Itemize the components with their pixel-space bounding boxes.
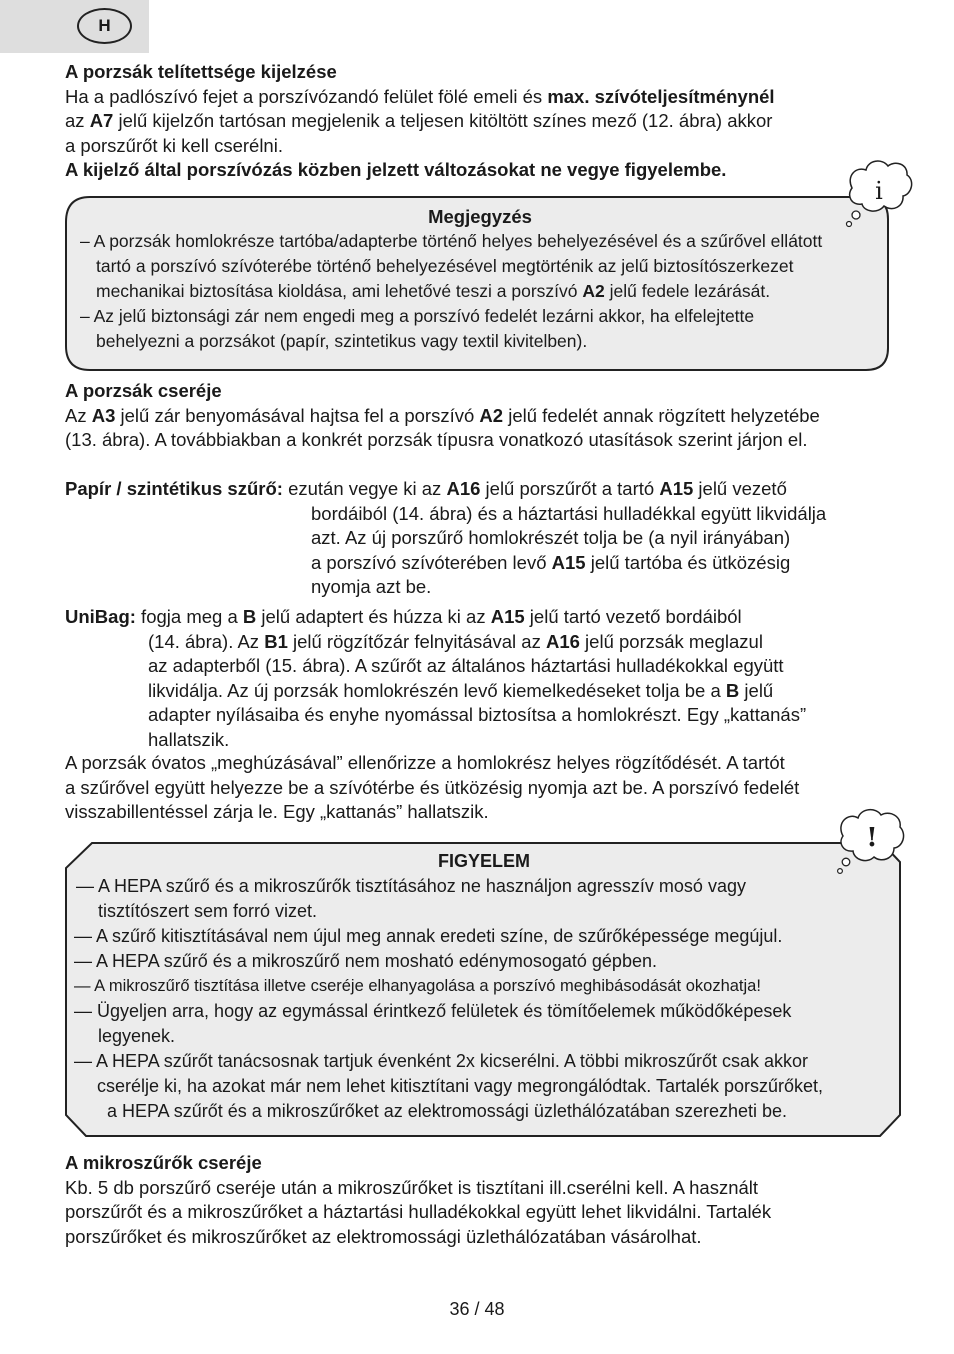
warning-line: cserélje ki, ha azokat már nem lehet kitisztítani vagy megrongálódtak. Tartalék porszűrőket,	[97, 1076, 824, 1096]
paper-filter-label: Papír / szintétikus szűrő:	[65, 478, 283, 499]
warning-line: — A HEPA szűrőt tanácsosnak tartjuk évenként 2x kicserélni. A többi mikroszűrőt csak akkor	[74, 1051, 809, 1071]
warning-line: — A HEPA szűrő és a mikroszűrő nem mosható edénymosogató gépben.	[74, 951, 657, 971]
paragraph-line: likvidálja. Az új porzsák homlokrészén levő kiemelkedéseket tolja be a B jelű	[148, 679, 774, 701]
info-icon: i	[875, 177, 883, 205]
paragraph-line: bordáiból (14. ábra) és a háztartási hulladékkal együtt likvidálja	[311, 502, 827, 524]
note-title: Megjegyzés	[428, 206, 532, 227]
section-microfilter	[65, 1151, 771, 1249]
paragraph-line: adapter nyílásaiba és enyhe nyomással biztosítsa a homlokrészt. Egy „kattanás”	[148, 704, 807, 725]
paragraph-line: az A7 jelű kijelzőn tartósan megjelenik a teljesen kitöltött színes mező (12. ábra) akkor	[65, 110, 773, 131]
warning-box	[74, 849, 894, 1124]
paragraph-line: a porszűrőt ki kell cserélni.	[65, 134, 283, 156]
warning-line: — Ügyeljen arra, hogy az egymással érintkező felületek és tömítőelemek működőképesek	[74, 1001, 792, 1021]
warning-line: legyenek.	[98, 1026, 176, 1046]
warning-line: tisztítószert sem forró vizet.	[98, 901, 318, 921]
paragraph-line: nyomja azt be.	[311, 576, 432, 597]
paragraph-line: hallatszik.	[148, 728, 230, 750]
section-title: A porzsák telítettsége kijelzése	[65, 61, 337, 82]
warning-line: a HEPA szűrőt és a mikroszűrőket az elektromossági üzlethálózatában szerezheti be.	[107, 1101, 788, 1121]
page-number: 36 / 48	[449, 1299, 505, 1319]
paragraph-line: azt. Az új porszűrő homlokrészét tolja be (a nyil irányában)	[311, 527, 791, 548]
section-title: A porzsák cseréje	[65, 380, 222, 401]
paragraph-line: (13. ábra). A továbbiakban a konkrét porzsák típusra vonatkozó utasítások szerint járjon el.	[65, 429, 808, 450]
unibag-label: UniBag:	[65, 606, 136, 627]
warning-line: — A HEPA szűrő és a mikroszűrők tisztításához ne használjon agresszív mosó vagy	[76, 876, 746, 896]
note-line: behelyezni a porzsákot (papír, szintetikus vagy textil kivitelben).	[96, 331, 588, 351]
warning-line: — A szűrő kitisztításával nem újul meg annak eredeti színe, de szűrőképessége megújul.	[74, 926, 783, 946]
warning-line: — A mikroszűrő tisztítása illetve cseréje elhanyagolása a porszívó meghibásodását okozhatja!	[74, 977, 761, 995]
note-line: tartó a porszívó szívóterébe történő behelyezésével megtörténik az jelű biztosítószerkezet	[96, 256, 794, 276]
paragraph-line: Ha a padlószívó fejet a porszívózandó felület fölé emeli és max. szívóteljesítménynél	[65, 85, 775, 107]
paragraph-line: porszűrőket és mikroszűrőket az elektromossági üzlethálózatában vásárolhat.	[65, 1225, 702, 1247]
paragraph-line: a szűrővel együtt helyezze be a szívótérbe és ütközésig nyomja azt be. A porszívó fedelét	[65, 776, 800, 798]
language-badge: H	[77, 8, 132, 44]
paragraph-line: Kb. 5 db porszűrő cseréje után a mikroszűrőket is tisztítani ill.cserélni kell. A használt	[65, 1176, 759, 1198]
warning-title: FIGYELEM	[437, 851, 530, 871]
paragraph-line: a porszívó szívóterében levő A15 jelű tartóba és ütközésig	[311, 551, 791, 573]
paragraph-line: (14. ábra). Az B1 jelű rögzítőzár felnyitásával az A16 jelű porzsák meglazul	[148, 630, 763, 652]
paragraph-line: az adapterből (15. ábra). A szűrőt az általános háztartási hulladékokkal együtt	[148, 655, 784, 676]
note-line: – A porzsák homlokrésze tartóba/adapterbe történő helyes behelyezésével és a szűrővel ellátott	[80, 231, 823, 251]
paragraph-line: A porzsák óvatos „meghúzásával” ellenőrizze a homlokrész helyes rögzítődését. A tartót	[65, 752, 785, 773]
note-line: – Az jelű biztonsági zár nem engedi meg a porszívó fedelét lezárni akkor, ha elfelejtette	[80, 306, 755, 326]
paragraph-line: porszűrőt és a mikroszűrőket a háztartási hulladékokkal együtt lehet likvidálni. Tartalék	[65, 1201, 772, 1222]
paper-filter-block: Papír / szintétikus szűrő: ezután vegye ki az A16 jelű porszűrőt a tartó A15 jelű vezető bordáiból (14. ábra) és a háztartási hulladékkal együtt likvidálja azt. Az új porszűrő homlokrészét tolja be (a nyil irányában) a porszívó szívóterében levő A15 jelű tartóba és ütközésig nyomja azt be.	[65, 477, 826, 600]
section-title: A mikroszűrők cseréje	[65, 1152, 262, 1173]
bold-notice: A kijelző által porszívózás közben jelzett változásokat ne vegye figyelembe.	[65, 159, 727, 180]
paragraph-line: Az A3 jelű zár benyomásával hajtsa fel a porszívó A2 jelű fedelét annak rögzített helyzetébe	[65, 404, 820, 426]
note-line: mechanikai biztosítása kioldása, ami lehetővé teszi a porszívó A2 jelű fedele lezárását.	[96, 281, 771, 301]
unibag-block: UniBag: fogja meg a B jelű adaptert és húzza ki az A15 jelű tartó vezető bordáiból (14. ábra). Az B1 jelű rögzítőzár felnyitásával az A16 jelű porzsák meglazul az adapterből (15. ábra). A szűrőt az általános háztartási hulladékokkal együtt likvidálja. Az új porzsák homlokrészén levő kiemelkedéseket tolja be a B jelű adapter nyílásaiba és enyhe nyomással biztosítsa a homlokrészt. Egy „kattanás” hallatszik.	[65, 605, 806, 752]
paragraph-line: visszabillentéssel zárja le. Egy „kattanás” hallatszik.	[65, 801, 489, 822]
warning-icon: !	[866, 823, 878, 853]
